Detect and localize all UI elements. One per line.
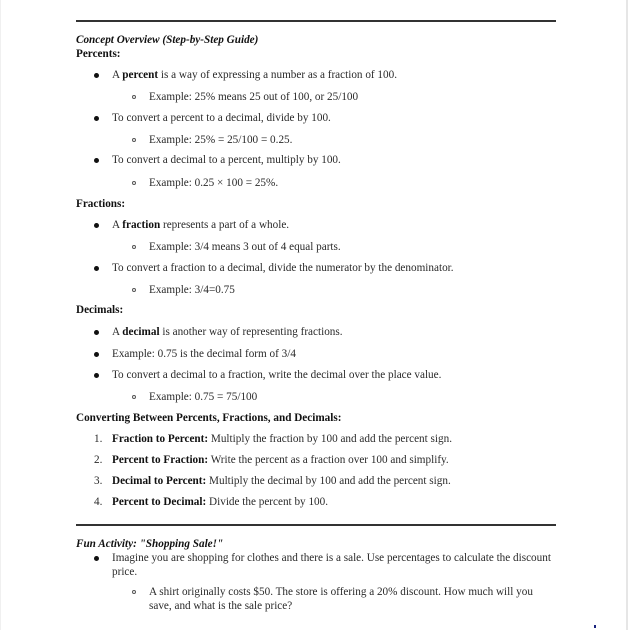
decimals-heading: Decimals: xyxy=(76,304,124,316)
sub-bullet-icon xyxy=(132,138,136,142)
list-item: To convert a fraction to a decimal, divide the numerator by the denominator. xyxy=(112,262,454,274)
text: A xyxy=(112,69,123,81)
text: A xyxy=(112,326,123,338)
section-title: Concept Overview (Step-by-Step Guide) xyxy=(76,34,259,46)
step-number: 2. xyxy=(94,454,103,466)
percents-heading: Percents: xyxy=(76,48,121,60)
step-item xyxy=(112,432,452,446)
activity-title: Fun Activity: "Shopping Sale!" xyxy=(76,538,224,550)
sub-list-item: Example: 3/4=0.75 xyxy=(149,284,235,296)
bold-term: fraction xyxy=(122,219,161,231)
sub-list-item: Example: 0.75 = 75/100 xyxy=(149,391,258,403)
sub-bullet-icon xyxy=(132,395,136,399)
sub-list-item: Example: 25% = 25/100 = 0.25. xyxy=(149,134,293,146)
text: Multiply the fraction by 100 and add the percent sign. xyxy=(208,433,452,445)
sub-list-item: A shirt originally costs $50. The store is offering a 20% discount. How much will you save, and what is the sale price? xyxy=(149,586,533,612)
list-item: Example: 0.75 is the decimal form of 3/4 xyxy=(112,348,296,360)
bullet-icon xyxy=(94,73,99,78)
text: represents a part of a whole. xyxy=(160,219,290,231)
step-number: 1. xyxy=(94,433,103,445)
bullet-icon xyxy=(94,556,99,561)
text: A xyxy=(112,219,123,231)
horizontal-rule-top xyxy=(76,20,556,22)
list-item: To convert a decimal to a percent, multiply by 100. xyxy=(112,154,341,166)
list-item: Imagine you are shopping for clothes and there is a sale. Use percentages to calculate the discount price. xyxy=(112,552,551,578)
bullet-icon xyxy=(94,330,99,335)
sub-list-item: Example: 3/4 means 3 out of 4 equal parts. xyxy=(149,241,341,253)
sub-bullet-icon xyxy=(132,181,136,185)
text: is another way of representing fractions. xyxy=(159,326,343,338)
step-item xyxy=(112,474,451,488)
sub-list-item: Example: 0.25 × 100 = 25%. xyxy=(149,177,279,189)
text: Divide the percent by 100. xyxy=(206,496,329,508)
step-item xyxy=(112,495,328,509)
list-item xyxy=(112,68,397,82)
text: Write the percent as a fraction over 100 and simplify. xyxy=(208,454,449,466)
horizontal-rule-bottom xyxy=(76,524,556,526)
sub-bullet-icon xyxy=(132,95,136,99)
text: is a way of expressing a number as a fraction of 100. xyxy=(158,69,398,81)
bold-term: Decimal to Percent: xyxy=(112,475,207,487)
sub-bullet-icon xyxy=(132,590,136,594)
step-number: 4. xyxy=(94,496,103,508)
converting-heading: Converting Between Percents, Fractions, and Decimals: xyxy=(76,412,342,424)
bullet-icon xyxy=(94,352,99,357)
sub-bullet-icon xyxy=(132,288,136,292)
bold-term: decimal xyxy=(122,326,160,338)
sub-list-item: Example: 25% means 25 out of 100, or 25/100 xyxy=(149,91,359,103)
cursor-mark xyxy=(594,625,596,628)
bullet-icon xyxy=(94,373,99,378)
sub-bullet-icon xyxy=(132,245,136,249)
bullet-icon xyxy=(94,116,99,121)
bold-term: Fraction to Percent: xyxy=(112,433,209,445)
bullet-icon xyxy=(94,158,99,163)
list-item: To convert a percent to a decimal, divide by 100. xyxy=(112,112,331,124)
bold-term: Percent to Decimal: xyxy=(112,496,207,508)
fractions-heading: Fractions: xyxy=(76,198,126,210)
list-item: To convert a decimal to a fraction, write the decimal over the place value. xyxy=(112,369,442,381)
step-number: 3. xyxy=(94,475,103,487)
bullet-icon xyxy=(94,223,99,228)
list-item xyxy=(112,218,289,232)
step-item xyxy=(112,453,449,467)
text: Multiply the decimal by 100 and add the percent sign. xyxy=(206,475,451,487)
bold-term: Percent to Fraction: xyxy=(112,454,209,466)
bold-term: percent xyxy=(122,69,159,81)
bullet-icon xyxy=(94,266,99,271)
list-item xyxy=(112,325,343,339)
